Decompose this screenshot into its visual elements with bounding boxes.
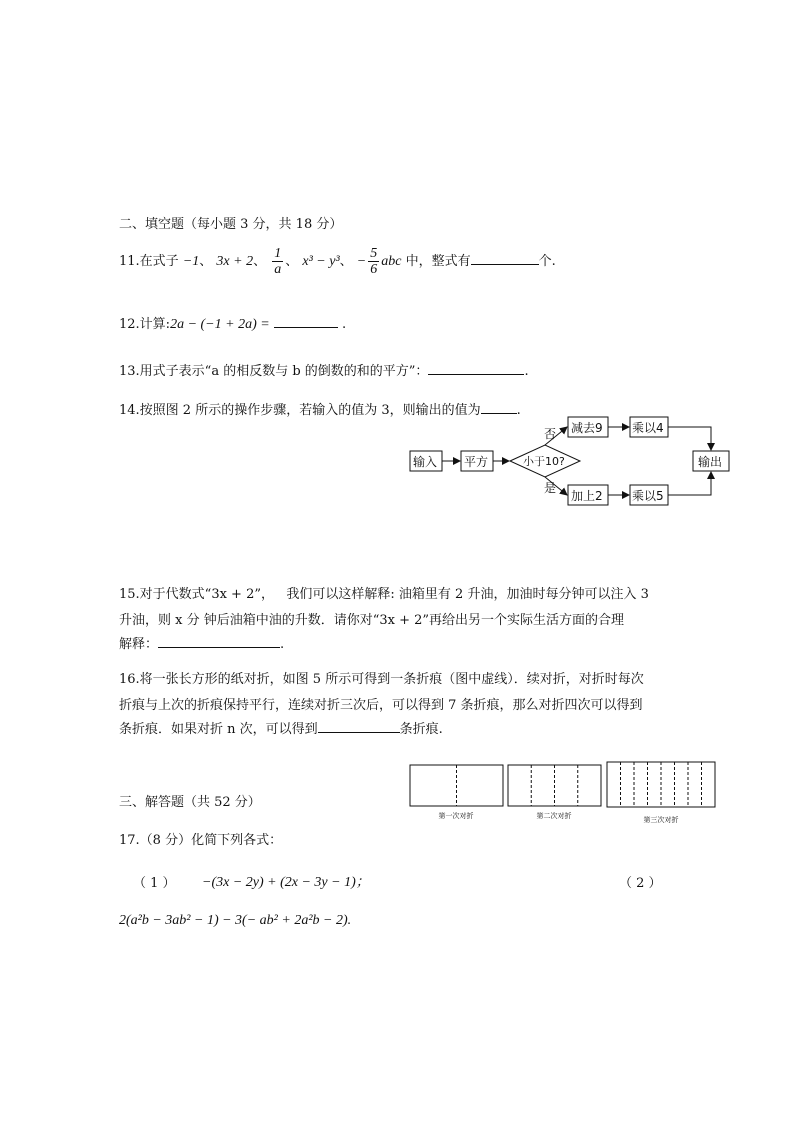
q11-item-2: 3x + 2 [216,254,254,269]
q16-end: 条折痕. [399,722,443,737]
q16-line3: 条折痕．如果对折 n 次，可以得到 [119,722,318,737]
flow-no-step2-label: 乘以4 [632,421,664,435]
q14-end: . [516,403,521,418]
q11-item-3: x³ − y³ [302,254,340,269]
flow-yes-step2-label: 乘以5 [632,489,664,503]
q11-abc: abc [381,254,402,269]
q15-answer-blank[interactable] [158,634,280,648]
question-16-line-2: 折痕与上次的折痕保持平行，连续对折三次后，可以得到 7 条折痕，那么对折四次可以得到 [119,698,643,713]
question-12 [119,313,346,333]
q12-end: . [341,317,347,332]
q11-fraction-2: $\frac{5}{6}$ [370,246,378,277]
fold-figure [408,760,720,828]
q16-answer-blank[interactable] [318,719,400,733]
flow-no-step1-label: 减去9 [571,421,603,435]
flow-decision-label: 小于10? [523,455,565,468]
question-15-line-2: 升油，则 x 分 钟后油箱中油的升数．请你对“3x + 2”再给出另一个实际生活方面的合理 [119,613,625,628]
q17-part2-label: （ 2 ） [619,876,662,891]
flow-square-label: 平方 [464,455,489,469]
q15-line1-a: 15.对于代数式“3x + 2”， [119,587,274,602]
question-15-line-3 [119,633,284,652]
question-16-line-1: 16.将一张长方形的纸对折，如图 5 所示可得到一条折痕（图中虚线）．续对折，对折时每次 [119,672,644,687]
q14-text: 14.按照图 2 所示的操作步骤，若输入的值为 3，则输出的值为 [119,403,481,418]
question-16-line-3 [119,718,443,737]
q15-line1-b: 我们可以这样解释: 油箱里有 2 升油，加油时每分钟可以注入 3 [286,587,649,602]
q17-part2-expression: 2(a²b − 3ab² − 1) − 3(− ab² + 2a²b − 2). [119,913,352,928]
q12-answer-blank[interactable] [274,314,338,328]
question-11: 11.在式子 −1、 3x + 2、 $\frac{1}{a}$ 、 x³ − y³、 − $\frac{5}{6}$ abc 中，整式有 个. [119,246,556,277]
fold-label-2: 第二次对折 [536,812,572,820]
q17-part1-expression: −(3x − 2y) + (2x − 3y − 1)； [202,875,370,890]
q15-end: . [280,637,285,652]
q11-prefix: 11.在式子 [119,254,179,269]
q13-end: . [524,364,529,379]
q17-part1-label: （ 1 ） [133,876,176,891]
q11-item-1: −1 [182,254,200,269]
q13-text: 13.用式子表示“a 的相反数与 b 的倒数的和的平方”： [119,364,429,379]
flow-yes-step1-label: 加上2 [571,489,603,503]
flow-yes-label: 是 [544,481,557,495]
flowchart-figure [405,412,735,512]
question-17-title: 17.（8 分）化简下列各式： [119,833,283,848]
flow-output-label: 输出 [698,455,723,469]
q12-expression: 2a − (−1 + 2a) = [170,317,270,332]
q11-fraction-1: $\frac{1}{a}$ [274,246,282,277]
flow-no-label: 否 [544,427,557,441]
q11-end: 个. [538,254,556,269]
q13-answer-blank[interactable] [428,361,524,375]
question-13 [119,360,529,379]
q11-suffix: 中，整式有 [405,254,471,269]
q12-prefix: 12.计算: [119,317,171,332]
question-15-line-1 [119,583,649,602]
section-3-title: 三、解答题（共 52 分） [119,795,261,810]
fold-label-3: 第三次对折 [643,816,679,824]
q11-answer-blank[interactable] [471,251,539,265]
fold-label-1: 第一次对折 [438,812,474,820]
section-2-title: 二、填空题（每小题 3 分，共 18 分） [119,217,343,232]
q11-minus: − [356,254,367,269]
q15-line3: 解释： [119,637,159,652]
flow-input-label: 输入 [413,455,438,469]
